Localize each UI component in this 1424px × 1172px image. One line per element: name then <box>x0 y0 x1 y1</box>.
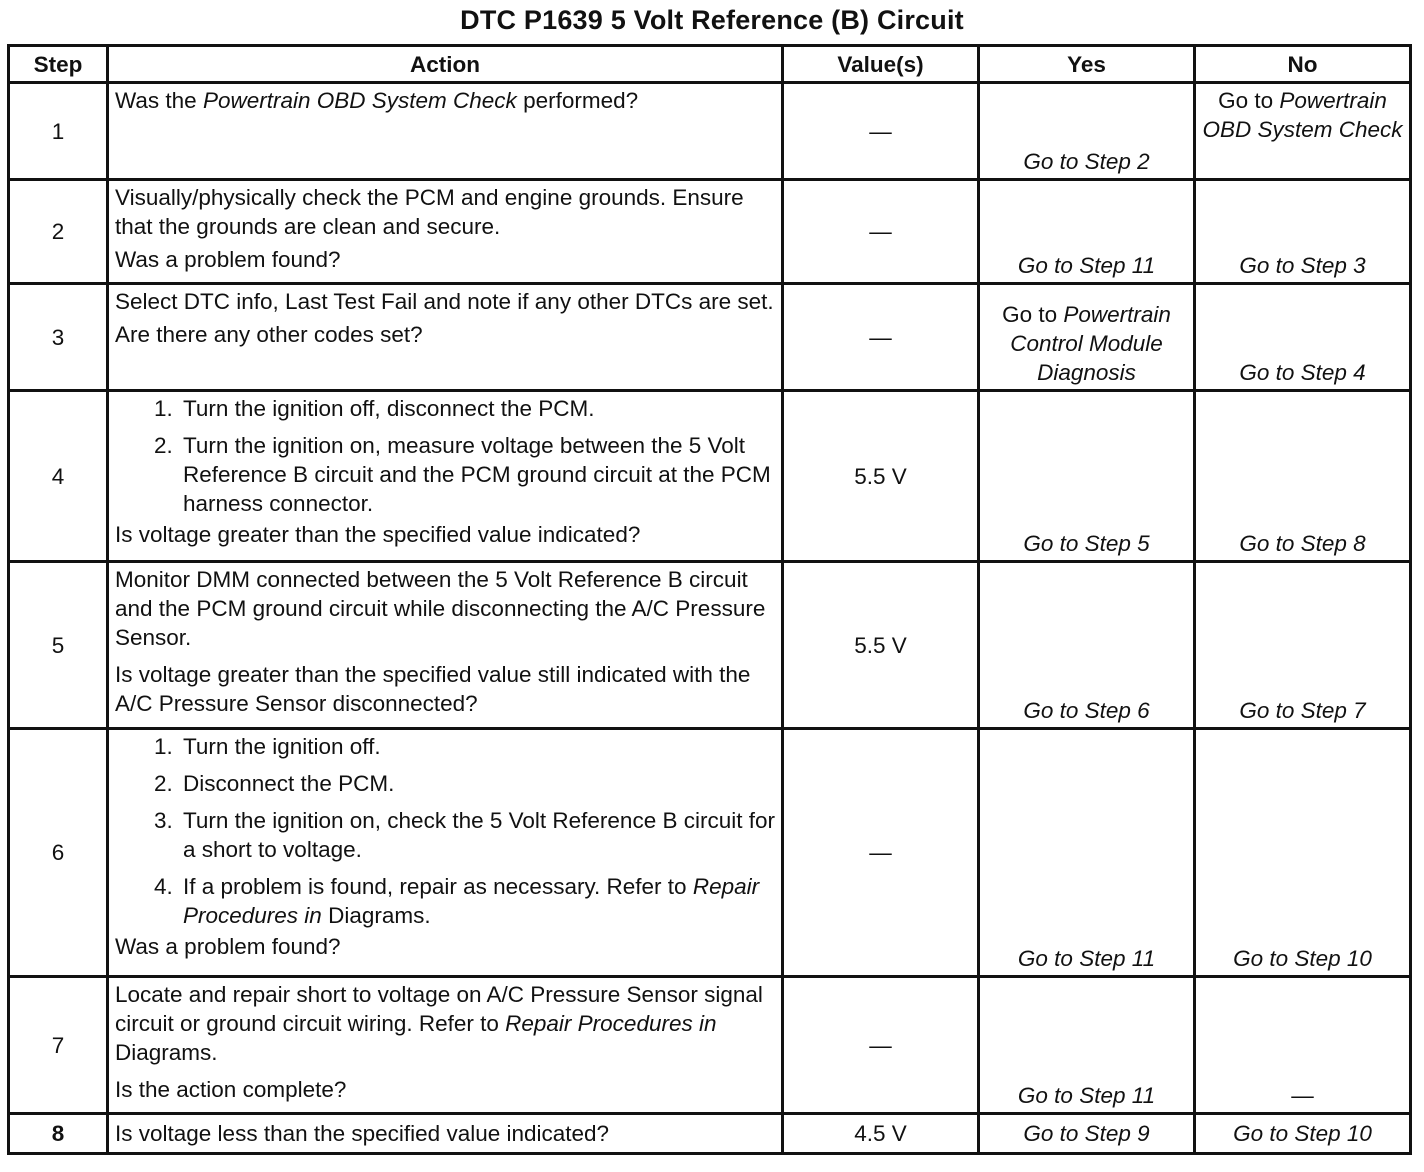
header-no: No <box>1195 46 1411 83</box>
value-cell: — <box>783 284 979 391</box>
action-italic: Powertrain OBD System Check <box>202 88 517 113</box>
value-cell: — <box>783 83 979 180</box>
action-question: Are there any other codes set? <box>115 322 423 347</box>
step-number: 5 <box>9 562 108 729</box>
table-row <box>9 83 1411 180</box>
header-yes: Yes <box>979 46 1195 83</box>
action-list-item: 2. Turn the ignition on, measure voltage between the 5 Volt Reference B circuit and the PCM ground circuit at the PCM harness connector. <box>179 431 775 518</box>
table-row <box>9 180 1411 284</box>
value-cell: 5.5 V <box>783 562 979 729</box>
action-list-item: 1. Turn the ignition off. <box>179 732 775 761</box>
action-question: Is voltage greater than the specified value indicated? <box>115 522 641 547</box>
header-values: Value(s) <box>783 46 979 83</box>
value-cell: 5.5 V <box>783 391 979 562</box>
action-text <box>115 980 775 1067</box>
value-cell: — <box>783 180 979 284</box>
list-item-text: If a problem is found, repair as necessary. Refer to <box>183 874 693 899</box>
no-cell: Go to Step 8 <box>1195 391 1411 562</box>
action-question: Is voltage greater than the specified value still indicated with the A/C Pressure Sensor disconnected? <box>115 662 751 716</box>
action-text: Monitor DMM connected between the 5 Volt Reference B circuit and the PCM ground circuit while disconnecting the A/C Pressure Sensor. <box>115 567 766 650</box>
action-cell <box>108 562 783 729</box>
step-number: 7 <box>9 977 108 1114</box>
header-step: Step <box>9 46 108 83</box>
header-action: Action <box>108 46 783 83</box>
table-row <box>9 1114 1411 1154</box>
action-question: Was a problem found? <box>115 934 341 959</box>
action-question: Is the action complete? <box>115 1077 347 1102</box>
yes-cell: Go to Step 2 <box>979 83 1195 180</box>
action-list-item <box>179 872 775 930</box>
step-number: 1 <box>9 83 108 180</box>
action-cell: Is voltage less than the specified value indicated? <box>108 1114 783 1154</box>
diagnostic-table <box>7 44 1412 1155</box>
step-number: 3 <box>9 284 108 391</box>
action-text-end: performed? <box>516 88 639 113</box>
no-cell: Go to Step 7 <box>1195 562 1411 729</box>
yes-cell <box>979 284 1195 391</box>
action-italic: Repair Procedures in <box>505 1011 717 1036</box>
list-item-text-end: Diagrams. <box>321 903 431 928</box>
action-cell <box>108 284 783 391</box>
action-list-item: 2. Disconnect the PCM. <box>179 769 775 798</box>
value-cell: 4.5 V <box>783 1114 979 1154</box>
table-row <box>9 562 1411 729</box>
no-text: Go to <box>1218 88 1280 113</box>
no-cell: Go to Step 3 <box>1195 180 1411 284</box>
yes-cell: Go to Step 11 <box>979 977 1195 1114</box>
yes-cell: Go to Step 11 <box>979 180 1195 284</box>
step-number: 4 <box>9 391 108 562</box>
action-text-end: Diagrams. <box>115 1040 218 1065</box>
yes-text: Go to <box>1002 302 1064 327</box>
no-cell <box>1195 83 1411 180</box>
action-cell <box>108 729 783 977</box>
document-title: DTC P1639 5 Volt Reference (B) Circuit <box>460 5 964 35</box>
yes-cell: Go to Step 11 <box>979 729 1195 977</box>
action-text-start: Locate and repair short to voltage on A/C Pressure Sensor signal circuit or ground circuit wiring. Refer to <box>115 982 763 1036</box>
no-cell: Go to Step 10 <box>1195 1114 1411 1154</box>
action-list <box>115 732 775 930</box>
header-row <box>9 46 1411 83</box>
table-row <box>9 284 1411 391</box>
no-cell: — <box>1195 977 1411 1114</box>
action-cell <box>108 83 783 180</box>
no-cell: Go to Step 4 <box>1195 284 1411 391</box>
table-row <box>9 391 1411 562</box>
value-cell: — <box>783 977 979 1114</box>
yes-cell: Go to Step 9 <box>979 1114 1195 1154</box>
action-cell <box>108 977 783 1114</box>
action-text: Was the <box>115 88 203 113</box>
action-text: Select DTC info, Last Test Fail and note if any other DTCs are set. <box>115 289 774 314</box>
action-cell <box>108 391 783 562</box>
action-question: Was a problem found? <box>115 247 341 272</box>
action-list <box>115 394 775 518</box>
step-number: 2 <box>9 180 108 284</box>
step-number: 8 <box>9 1114 108 1154</box>
action-list-item: 1. Turn the ignition off, disconnect the PCM. <box>179 394 775 423</box>
no-cell: Go to Step 10 <box>1195 729 1411 977</box>
step-number: 6 <box>9 729 108 977</box>
yes-cell: Go to Step 6 <box>979 562 1195 729</box>
action-cell <box>108 180 783 284</box>
action-list-item: 3. Turn the ignition on, check the 5 Volt Reference B circuit for a short to voltage. <box>179 806 775 864</box>
yes-italic: Powertrain Control Module Diagnosis <box>1010 302 1171 385</box>
value-cell: — <box>783 729 979 977</box>
list-item-italic: Repair Procedures in <box>183 874 760 928</box>
table-row <box>9 977 1411 1114</box>
table-row <box>9 729 1411 977</box>
yes-cell: Go to Step 5 <box>979 391 1195 562</box>
no-italic: Powertrain OBD System Check <box>1202 88 1403 142</box>
action-text: Visually/physically check the PCM and engine grounds. Ensure that the grounds are clean and secure. <box>115 185 744 239</box>
